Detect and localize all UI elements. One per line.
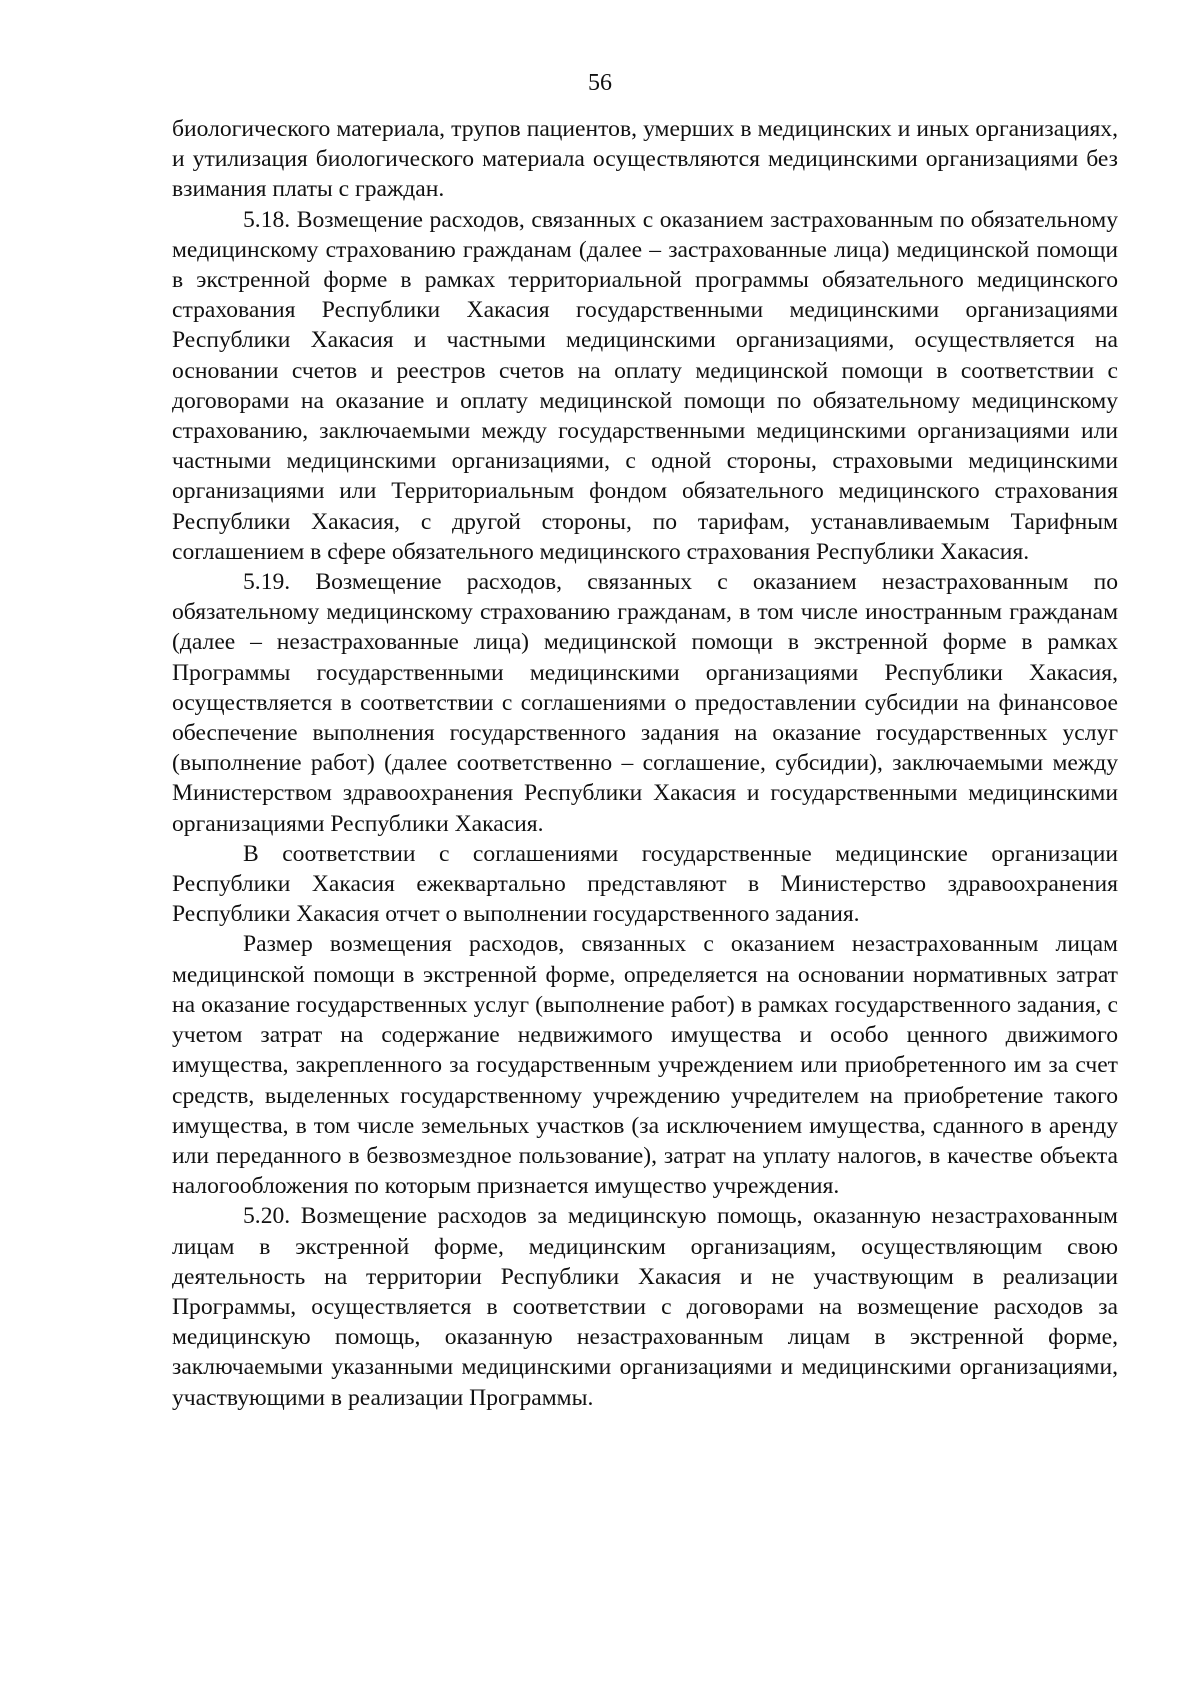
paragraph-5-18: 5.18. Возмещение расходов, связанных с оказанием застрахованным по обязательному медицинскому страхованию гражданам (далее – застрахованные лица) медицинской помощи в экстренной форме в рамках территориальной программы обязательного медицинского страхования Республики Хакасия государственными медицинскими организациями Республики Хакасия и частными медицинскими организациями, осуществляется на основании счетов и реестров счетов на оплату медицинской помощи в соответствии с договорами на оказание и оплату медицинской помощи по обязательному медицинскому страхованию, заключаемыми между государственными медицинскими организациями или частными медицинскими организациями, с одной стороны, страховыми медицинскими организациями или Территориальным фондом обязательного медицинского страхования Республики Хакасия, с другой стороны, по тарифам, устанавливаемым Тарифным соглашением в сфере обязательного медицинского страхования Республики Хакасия. <box>172 206 1118 565</box>
paragraph-5-20: 5.20. Возмещение расходов за медицинскую помощь, оказанную незастрахованным лицам в экстренной форме, медицинским организациям, осуществляющим свою деятельность на территории Республики Хакасия и не участвующим в реализации Программы, осуществляется в соответствии с договорами на возмещение расходов за медицинскую помощь, оказанную незастрахованным лицам в экстренной форме, заключаемыми указанными медицинскими организациями и медицинскими организациями, участвующими в реализации Программы. <box>172 1203 1118 1411</box>
paragraph-5-19: 5.19. Возмещение расходов, связанных с оказанием незастрахованным по обязательному медицинскому страхованию гражданам, в том числе иностранным гражданам (далее – незастрахованные лица) медицинской помощи в экстренной форме в рамках Программы государственными медицинскими организациями Республики Хакасия, осуществляется в соответствии с соглашениями о предоставлении субсидии на финансовое обеспечение выполнения государственного задания на оказание государственных услуг (выполнение работ) (далее соответственно – соглашение, субсидии), заключаемыми между Министерством здравоохранения Республики Хакасия и государственными медицинскими организациями Республики Хакасия. <box>172 569 1118 837</box>
page-number: 56 <box>588 70 612 96</box>
paragraph-reimbursement-size: Размер возмещения расходов, связанных с оказанием незастрахованным лицам медицинской помощи в экстренной форме, определяется на основании нормативных затрат на оказание государственных услуг (выполнение работ) в рамках государственного задания, с учетом затрат на содержание недвижимого имущества и особо ценного движимого имущества, закрепленного за государственным учреждением или приобретенного им за счет средств, выделенных государственному учреждению учредителем на приобретение такого имущества, в том числе земельных участков (за исключением имущества, сданного в аренду или переданного в безвозмездное пользование), затрат на уплату налогов, в качестве объекта налогообложения по которым признается имущество учреждения. <box>172 931 1118 1200</box>
document-body <box>172 114 1118 1413</box>
paragraph-continuation: биологического материала, трупов пациентов, умерших в медицинских и иных организациях, и утилизация биологического материала осуществляются медицинскими организациями без взимания платы с граждан. <box>172 116 1118 203</box>
paragraph-agreements-report: В соответствии с соглашениями государственные медицинские организации Республики Хакасия ежеквартально представляют в Министерство здравоохранения Республики Хакасия отчет о выполнении государственного задания. <box>172 840 1118 928</box>
